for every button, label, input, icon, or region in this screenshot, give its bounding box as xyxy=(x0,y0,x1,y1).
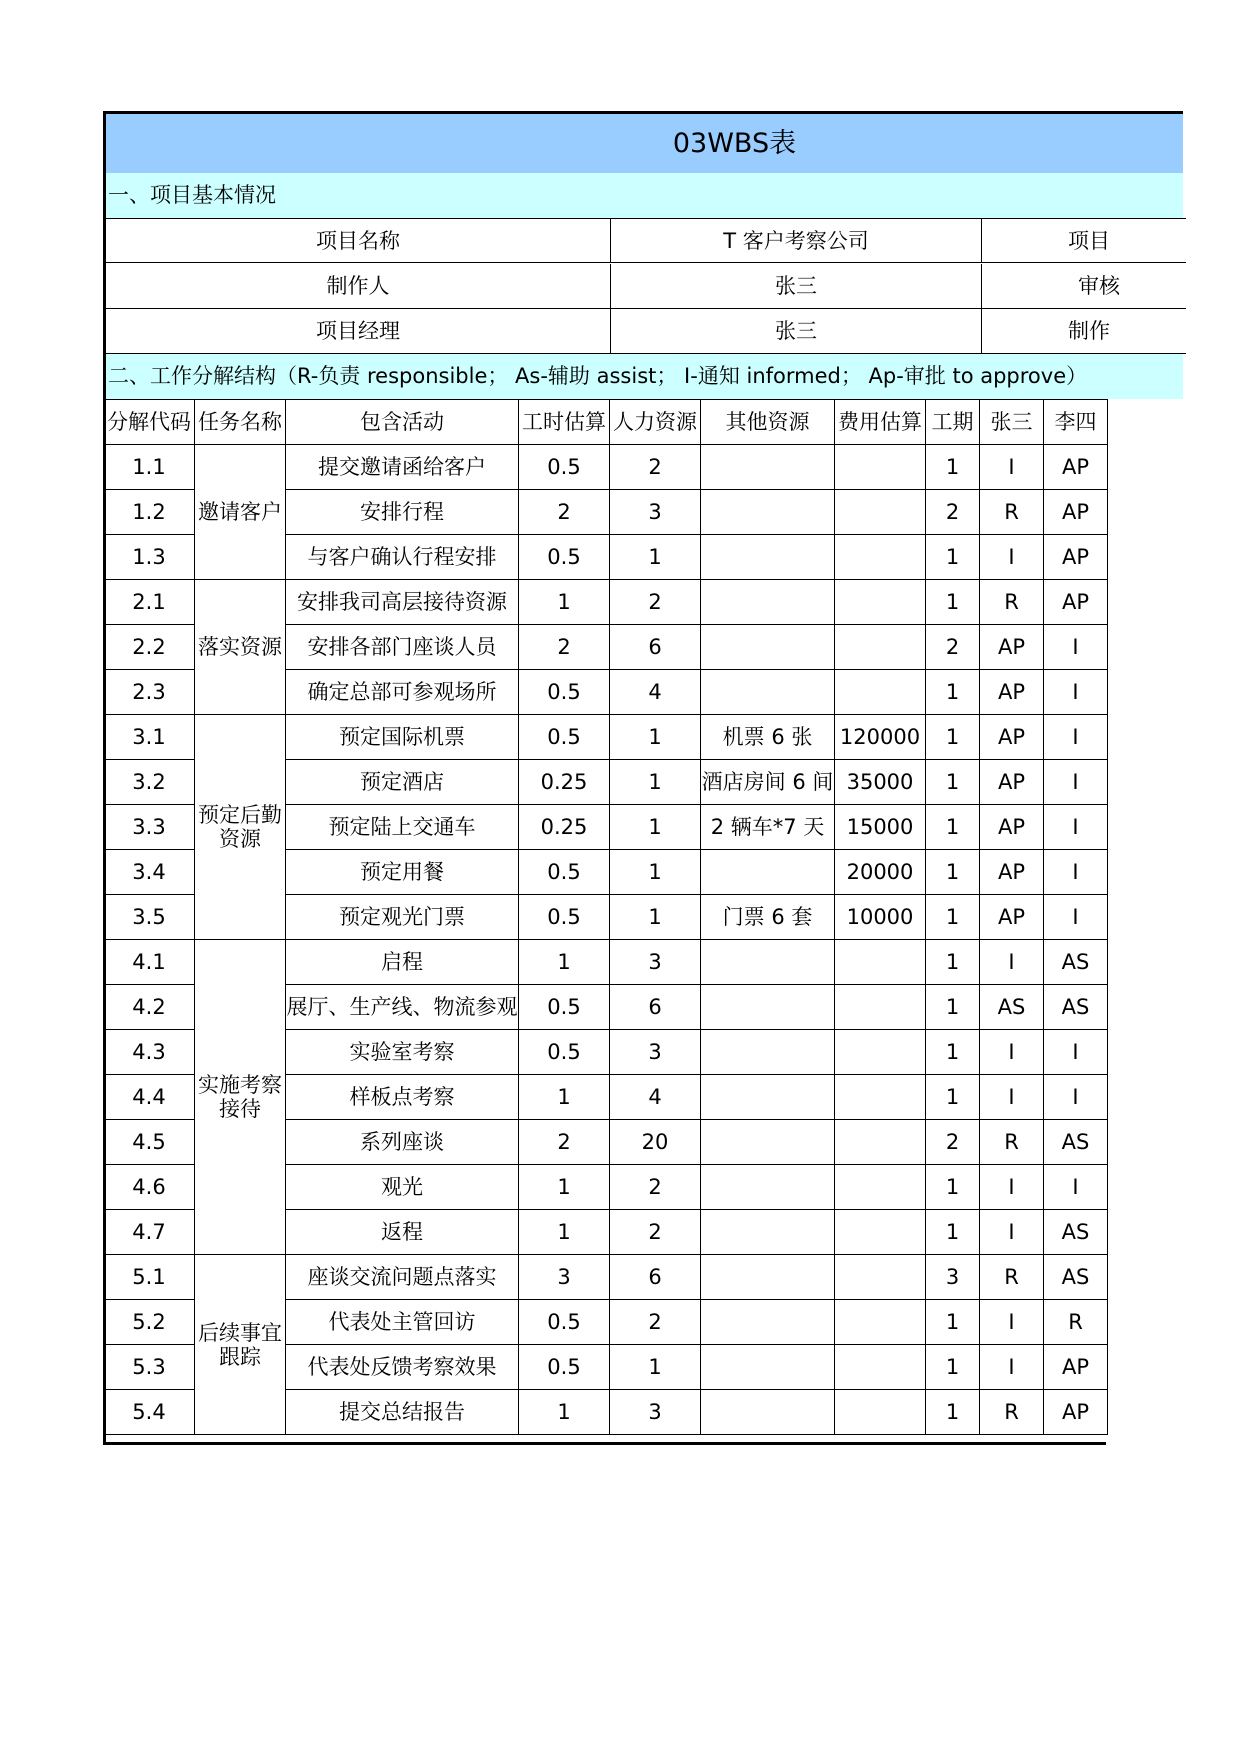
code-cell: 2.3 xyxy=(104,670,195,715)
duration-cell: 2 xyxy=(926,490,980,535)
section-wbs: 二、工作分解结构（R-负责 responsible； As-辅助 assist； I-通知 informed； Ap-审批 to approve） xyxy=(103,354,1183,399)
header-people: 人力资源 xyxy=(610,400,701,445)
people-cell: 3 xyxy=(610,1390,701,1435)
code-cell: 2.2 xyxy=(104,625,195,670)
person-2-role-cell: AP xyxy=(1044,445,1108,490)
person-1-role-cell: AP xyxy=(980,895,1044,940)
people-cell: 6 xyxy=(610,625,701,670)
hours-cell: 1 xyxy=(519,1210,610,1255)
person-1-role-cell: I xyxy=(980,535,1044,580)
table-left-border xyxy=(103,111,106,1445)
person-2-role-cell: AS xyxy=(1044,1210,1108,1255)
person-1-role-cell: I xyxy=(980,1030,1044,1075)
person-2-role-cell: AS xyxy=(1044,1120,1108,1165)
person-2-role-cell: I xyxy=(1044,895,1108,940)
code-cell: 4.2 xyxy=(104,985,195,1030)
duration-cell: 1 xyxy=(926,985,980,1030)
people-cell: 3 xyxy=(610,1030,701,1075)
activity-cell: 代表处主管回访 xyxy=(286,1300,519,1345)
activity-cell: 确定总部可参观场所 xyxy=(286,670,519,715)
duration-cell: 1 xyxy=(926,445,980,490)
person-1-role-cell: I xyxy=(980,1345,1044,1390)
activity-cell: 座谈交流问题点落实 xyxy=(286,1255,519,1300)
person-2-role-cell: I xyxy=(1044,805,1108,850)
code-cell: 4.5 xyxy=(104,1120,195,1165)
people-cell: 20 xyxy=(610,1120,701,1165)
cost-cell xyxy=(835,985,926,1030)
code-cell: 3.3 xyxy=(104,805,195,850)
other-resource-cell xyxy=(701,535,835,580)
task-name-cell: 落实资源 xyxy=(195,580,286,715)
hours-cell: 3 xyxy=(519,1255,610,1300)
table-bottom-border xyxy=(103,1442,1106,1445)
page-title: 03WBS表 xyxy=(672,128,797,159)
activity-cell: 观光 xyxy=(286,1165,519,1210)
hours-cell: 2 xyxy=(519,490,610,535)
section-basic-info: 一、项目基本情况 xyxy=(103,173,1183,218)
person-2-role-cell: I xyxy=(1044,670,1108,715)
other-resource-cell xyxy=(701,1210,835,1255)
code-cell: 4.3 xyxy=(104,1030,195,1075)
header-hours: 工时估算 xyxy=(519,400,610,445)
person-1-role-cell: AP xyxy=(980,805,1044,850)
info-value: 张三 xyxy=(611,309,982,354)
person-2-role-cell: AP xyxy=(1044,1345,1108,1390)
task-name-cell: 后续事宜跟踪 xyxy=(195,1255,286,1435)
person-1-role-cell: AP xyxy=(980,715,1044,760)
person-1-role-cell: AP xyxy=(980,850,1044,895)
cost-cell xyxy=(835,1255,926,1300)
activity-cell: 预定用餐 xyxy=(286,850,519,895)
duration-cell: 1 xyxy=(926,670,980,715)
code-cell: 3.1 xyxy=(104,715,195,760)
person-2-role-cell: AS xyxy=(1044,940,1108,985)
duration-cell: 2 xyxy=(926,625,980,670)
cost-cell xyxy=(835,1300,926,1345)
hours-cell: 0.25 xyxy=(519,805,610,850)
hours-cell: 0.5 xyxy=(519,445,610,490)
code-cell: 4.7 xyxy=(104,1210,195,1255)
table-row xyxy=(104,715,1108,760)
person-2-role-cell: I xyxy=(1044,715,1108,760)
other-resource-cell xyxy=(701,1165,835,1210)
other-resource-cell xyxy=(701,445,835,490)
activity-cell: 代表处反馈考察效果 xyxy=(286,1345,519,1390)
hours-cell: 0.5 xyxy=(519,985,610,1030)
hours-cell: 1 xyxy=(519,1165,610,1210)
person-2-role-cell: AP xyxy=(1044,1390,1108,1435)
cost-cell xyxy=(835,1345,926,1390)
duration-cell: 1 xyxy=(926,580,980,625)
person-2-role-cell: I xyxy=(1044,760,1108,805)
people-cell: 1 xyxy=(610,715,701,760)
info-label: 制作人 xyxy=(106,264,611,309)
other-resource-cell xyxy=(701,850,835,895)
cost-cell xyxy=(835,940,926,985)
hours-cell: 0.5 xyxy=(519,1030,610,1075)
hours-cell: 0.5 xyxy=(519,850,610,895)
header-person-1: 张三 xyxy=(980,400,1044,445)
person-2-role-cell: I xyxy=(1044,1030,1108,1075)
table-row xyxy=(104,1255,1108,1300)
person-1-role-cell: I xyxy=(980,1075,1044,1120)
cost-cell xyxy=(835,1075,926,1120)
person-2-role-cell: I xyxy=(1044,1165,1108,1210)
code-cell: 1.2 xyxy=(104,490,195,535)
code-cell: 3.2 xyxy=(104,760,195,805)
hours-cell: 1 xyxy=(519,940,610,985)
info-label: 项目名称 xyxy=(106,218,611,263)
cost-cell: 15000 xyxy=(835,805,926,850)
activity-cell: 系列座谈 xyxy=(286,1120,519,1165)
people-cell: 2 xyxy=(610,1300,701,1345)
duration-cell: 1 xyxy=(926,535,980,580)
header-code: 分解代码 xyxy=(104,400,195,445)
hours-cell: 0.5 xyxy=(519,1300,610,1345)
hours-cell: 1 xyxy=(519,580,610,625)
duration-cell: 1 xyxy=(926,895,980,940)
code-cell: 5.4 xyxy=(104,1390,195,1435)
hours-cell: 0.5 xyxy=(519,670,610,715)
other-resource-cell: 机票 6 张 xyxy=(701,715,835,760)
duration-cell: 1 xyxy=(926,940,980,985)
person-1-role-cell: AP xyxy=(980,625,1044,670)
people-cell: 1 xyxy=(610,850,701,895)
other-resource-cell xyxy=(701,940,835,985)
duration-cell: 1 xyxy=(926,1030,980,1075)
hours-cell: 0.25 xyxy=(519,760,610,805)
activity-cell: 预定陆上交通车 xyxy=(286,805,519,850)
person-2-role-cell: AS xyxy=(1044,1255,1108,1300)
other-resource-cell xyxy=(701,490,835,535)
duration-cell: 1 xyxy=(926,850,980,895)
other-resource-cell xyxy=(701,1390,835,1435)
header-activity: 包含活动 xyxy=(286,400,519,445)
activity-cell: 实验室考察 xyxy=(286,1030,519,1075)
duration-cell: 1 xyxy=(926,1300,980,1345)
cost-cell xyxy=(835,1210,926,1255)
cost-cell xyxy=(835,580,926,625)
duration-cell: 1 xyxy=(926,1390,980,1435)
other-resource-cell xyxy=(701,1120,835,1165)
people-cell: 4 xyxy=(610,1075,701,1120)
activity-cell: 展厅、生产线、物流参观 xyxy=(286,985,519,1030)
cost-cell: 20000 xyxy=(835,850,926,895)
duration-cell: 1 xyxy=(926,805,980,850)
people-cell: 6 xyxy=(610,985,701,1030)
people-cell: 3 xyxy=(610,940,701,985)
cost-cell xyxy=(835,535,926,580)
duration-cell: 1 xyxy=(926,760,980,805)
person-2-role-cell: I xyxy=(1044,1075,1108,1120)
people-cell: 1 xyxy=(610,1345,701,1390)
hours-cell: 0.5 xyxy=(519,535,610,580)
people-cell: 6 xyxy=(610,1255,701,1300)
hours-cell: 1 xyxy=(519,1390,610,1435)
code-cell: 5.3 xyxy=(104,1345,195,1390)
code-cell: 1.1 xyxy=(104,445,195,490)
other-resource-cell: 门票 6 套 xyxy=(701,895,835,940)
hours-cell: 0.5 xyxy=(519,1345,610,1390)
person-2-role-cell: AP xyxy=(1044,490,1108,535)
table-header-row xyxy=(104,400,1108,445)
person-1-role-cell: R xyxy=(980,580,1044,625)
cost-cell xyxy=(835,445,926,490)
person-1-role-cell: R xyxy=(980,1390,1044,1435)
info-value: T 客户考察公司 xyxy=(611,218,982,263)
person-1-role-cell: AP xyxy=(980,670,1044,715)
person-2-role-cell: I xyxy=(1044,850,1108,895)
table-row xyxy=(104,580,1108,625)
activity-cell: 启程 xyxy=(286,940,519,985)
wbs-table xyxy=(103,399,1108,1435)
people-cell: 2 xyxy=(610,445,701,490)
code-cell: 3.5 xyxy=(104,895,195,940)
header-task: 任务名称 xyxy=(195,400,286,445)
person-2-role-cell: AP xyxy=(1044,580,1108,625)
person-1-role-cell: I xyxy=(980,1165,1044,1210)
person-1-role-cell: R xyxy=(980,1120,1044,1165)
activity-cell: 返程 xyxy=(286,1210,519,1255)
code-cell: 1.3 xyxy=(104,535,195,580)
activity-cell: 样板点考察 xyxy=(286,1075,519,1120)
cost-cell: 10000 xyxy=(835,895,926,940)
person-2-role-cell: I xyxy=(1044,625,1108,670)
cost-cell: 120000 xyxy=(835,715,926,760)
activity-cell: 与客户确认行程安排 xyxy=(286,535,519,580)
person-1-role-cell: R xyxy=(980,1255,1044,1300)
activity-cell: 预定观光门票 xyxy=(286,895,519,940)
other-resource-cell: 酒店房间 6 间 xyxy=(701,760,835,805)
activity-cell: 安排行程 xyxy=(286,490,519,535)
person-1-role-cell: I xyxy=(980,445,1044,490)
people-cell: 3 xyxy=(610,490,701,535)
person-1-role-cell: I xyxy=(980,1210,1044,1255)
cost-cell xyxy=(835,1120,926,1165)
header-cost: 费用估算 xyxy=(835,400,926,445)
info-label-2: 项目 xyxy=(982,218,1186,263)
activity-cell: 预定酒店 xyxy=(286,760,519,805)
other-resource-cell xyxy=(701,1075,835,1120)
cost-cell: 35000 xyxy=(835,760,926,805)
info-label: 项目经理 xyxy=(106,309,611,354)
cost-cell xyxy=(835,670,926,715)
header-duration: 工期 xyxy=(926,400,980,445)
other-resource-cell xyxy=(701,625,835,670)
person-2-role-cell: R xyxy=(1044,1300,1108,1345)
duration-cell: 1 xyxy=(926,1165,980,1210)
activity-cell: 提交邀请函给客户 xyxy=(286,445,519,490)
people-cell: 2 xyxy=(610,1165,701,1210)
people-cell: 2 xyxy=(610,580,701,625)
cost-cell xyxy=(835,625,926,670)
code-cell: 2.1 xyxy=(104,580,195,625)
other-resource-cell xyxy=(701,670,835,715)
cost-cell xyxy=(835,1030,926,1075)
task-name-cell: 预定后勤资源 xyxy=(195,715,286,940)
person-2-role-cell: AP xyxy=(1044,535,1108,580)
people-cell: 2 xyxy=(610,1210,701,1255)
code-cell: 3.4 xyxy=(104,850,195,895)
people-cell: 4 xyxy=(610,670,701,715)
hours-cell: 0.5 xyxy=(519,895,610,940)
code-cell: 4.6 xyxy=(104,1165,195,1210)
other-resource-cell xyxy=(701,1300,835,1345)
info-label-2: 审核 xyxy=(982,264,1186,309)
duration-cell: 1 xyxy=(926,1345,980,1390)
header-other: 其他资源 xyxy=(701,400,835,445)
hours-cell: 2 xyxy=(519,625,610,670)
duration-cell: 1 xyxy=(926,1075,980,1120)
task-name-cell: 邀请客户 xyxy=(195,445,286,580)
person-2-role-cell: AS xyxy=(1044,985,1108,1030)
info-value: 张三 xyxy=(611,264,982,309)
other-resource-cell xyxy=(701,1255,835,1300)
other-resource-cell xyxy=(701,580,835,625)
people-cell: 1 xyxy=(610,535,701,580)
activity-cell: 提交总结报告 xyxy=(286,1390,519,1435)
hours-cell: 1 xyxy=(519,1075,610,1120)
other-resource-cell xyxy=(701,985,835,1030)
code-cell: 5.2 xyxy=(104,1300,195,1345)
duration-cell: 1 xyxy=(926,715,980,760)
task-name-cell: 实施考察接待 xyxy=(195,940,286,1255)
header-person-2: 李四 xyxy=(1044,400,1108,445)
cost-cell xyxy=(835,1390,926,1435)
hours-cell: 2 xyxy=(519,1120,610,1165)
code-cell: 4.4 xyxy=(104,1075,195,1120)
person-1-role-cell: I xyxy=(980,940,1044,985)
people-cell: 1 xyxy=(610,805,701,850)
hours-cell: 0.5 xyxy=(519,715,610,760)
code-cell: 5.1 xyxy=(104,1255,195,1300)
duration-cell: 2 xyxy=(926,1120,980,1165)
people-cell: 1 xyxy=(610,760,701,805)
other-resource-cell xyxy=(701,1345,835,1390)
person-1-role-cell: AS xyxy=(980,985,1044,1030)
activity-cell: 预定国际机票 xyxy=(286,715,519,760)
other-resource-cell: 2 辆车*7 天 xyxy=(701,805,835,850)
cost-cell xyxy=(835,1165,926,1210)
duration-cell: 1 xyxy=(926,1210,980,1255)
table-row xyxy=(104,445,1108,490)
cost-cell xyxy=(835,490,926,535)
activity-cell: 安排我司高层接待资源 xyxy=(286,580,519,625)
table-row xyxy=(104,940,1108,985)
wbs-table-clip xyxy=(103,111,1108,1446)
code-cell: 4.1 xyxy=(104,940,195,985)
info-label-2: 制作 xyxy=(982,309,1186,354)
people-cell: 1 xyxy=(610,895,701,940)
person-1-role-cell: I xyxy=(980,1300,1044,1345)
activity-cell: 安排各部门座谈人员 xyxy=(286,625,519,670)
duration-cell: 3 xyxy=(926,1255,980,1300)
other-resource-cell xyxy=(701,1030,835,1075)
person-1-role-cell: R xyxy=(980,490,1044,535)
person-1-role-cell: AP xyxy=(980,760,1044,805)
